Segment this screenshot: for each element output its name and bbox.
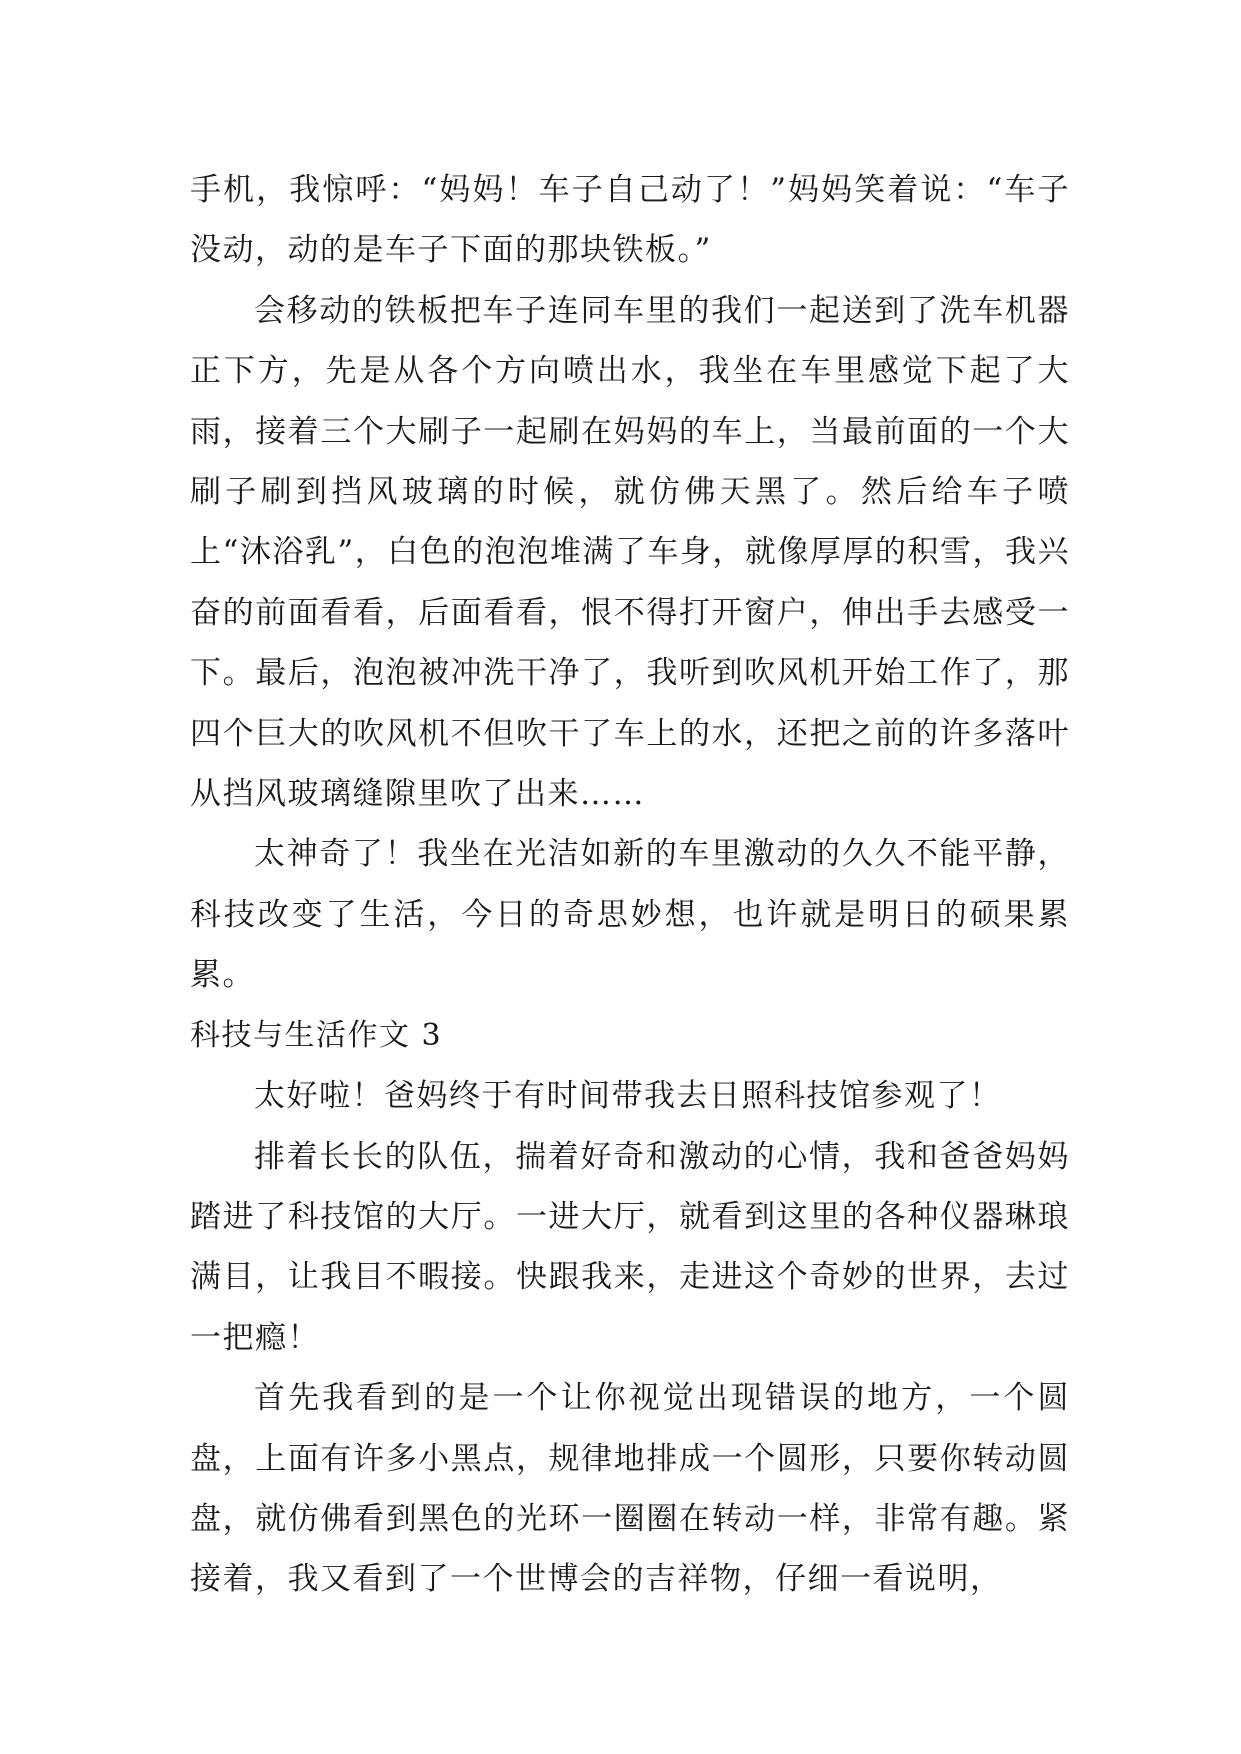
article-body	[190, 160, 1070, 1610]
section-heading: 科技与生活作文 3	[190, 1017, 443, 1053]
paragraph-6: 首先我看到的是一个让你视觉出现错误的地方，一个圆盘，上面有许多小黑点，规律地排成一个圆形，只要你转动圆盘，就仿佛看到黑色的光环一圈圈在转动一样，非常有趣。紧接着，我又看到了一个世博会的吉祥物，仔细一看说明，	[190, 1380, 1070, 1598]
paragraph-5: 排着长长的队伍，揣着好奇和激动的心情，我和爸爸妈妈踏进了科技馆的大厅。一进大厅，就看到这里的各种仪器琳琅满目，让我目不暇接。快跟我来，走进这个奇妙的世界，去过一把瘾！	[190, 1138, 1070, 1356]
paragraph-3: 太神奇了！我坐在光洁如新的车里激动的久久不能平静，科技改变了生活，今日的奇思妙想，也许就是明日的硕果累累。	[190, 836, 1070, 994]
paragraph-2: 会移动的铁板把车子连同车里的我们一起送到了洗车机器正下方，先是从各个方向喷出水，我坐在车里感觉下起了大雨，接着三个大刷子一起刷在妈妈的车上，当最前面的一个大刷子刷到挡风玻璃的时候，就仿佛天黑了。然后给车子喷上“沐浴乳”，白色的泡泡堆满了车身，就像厚厚的积雪，我兴奋的前面看看，后面看看，恨不得打开窗户，伸出手去感受一下。最后，泡泡被冲洗干净了，我听到吹风机开始工作了，那四个巨大的吹风机不但吹干了车上的水，还把之前的许多落叶从挡风玻璃缝隙里吹了出来……	[190, 292, 1070, 813]
paragraph-4: 太好啦！爸妈终于有时间带我去日照科技馆参观了！	[254, 1078, 1002, 1115]
paragraph-1: 手机，我惊呼：“妈妈！车子自己动了！”妈妈笑着说：“车子没动，动的是车子下面的那块铁板。”	[190, 172, 1070, 269]
